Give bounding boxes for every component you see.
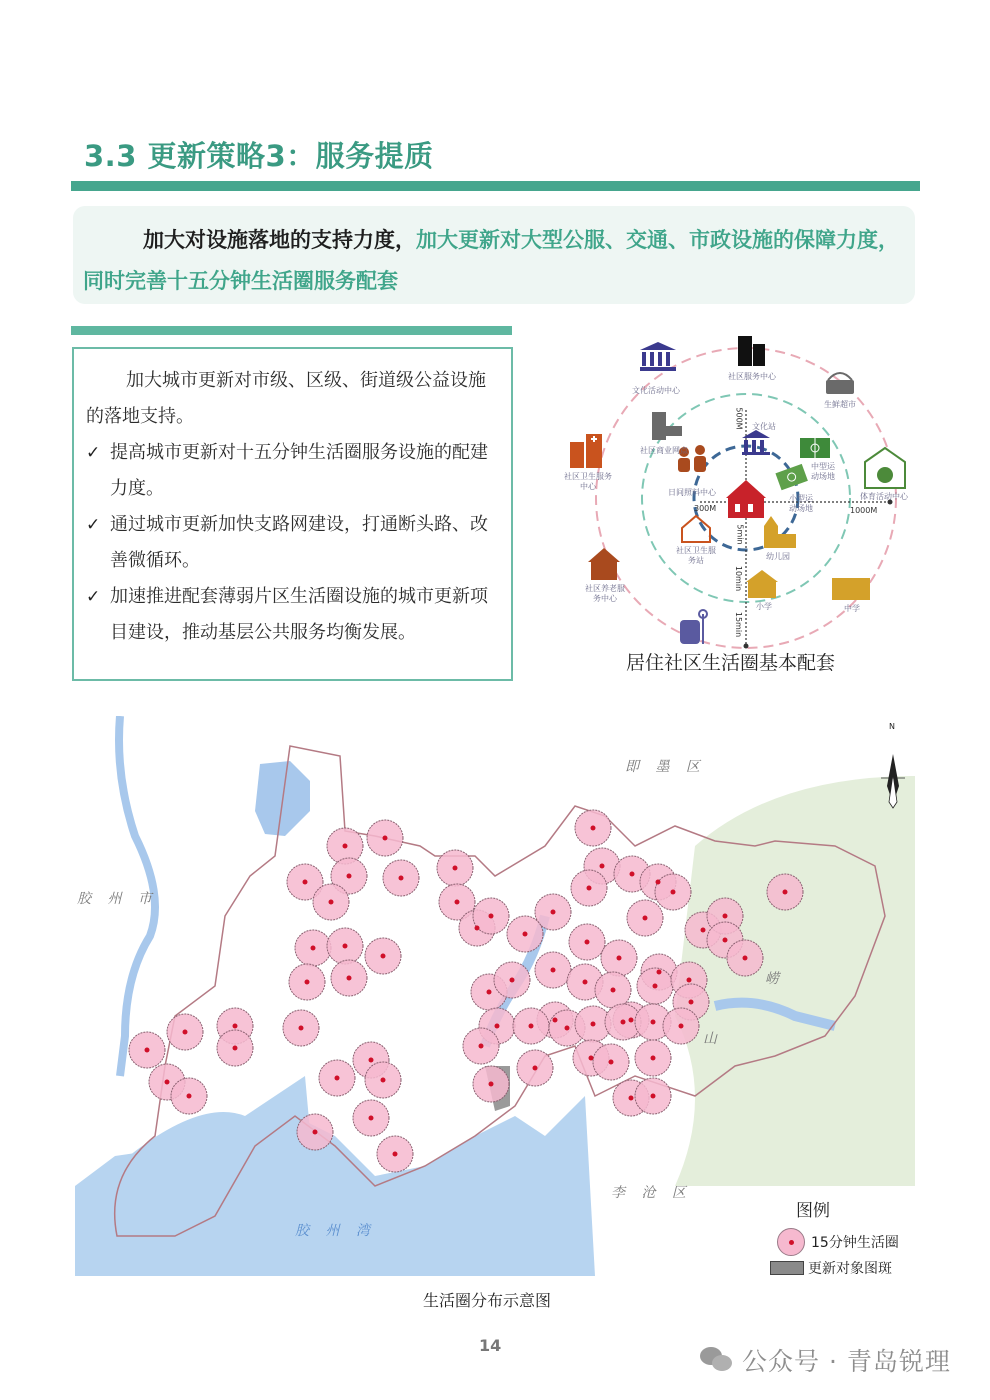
map-caption: 生活圈分布示意图 <box>423 1291 552 1310</box>
lead-statement-box <box>73 206 915 304</box>
policy-bullet <box>86 579 499 651</box>
time-5min: 5min <box>735 524 745 545</box>
policy-text-box <box>72 347 513 681</box>
label-primary-school: 小学 <box>756 602 772 611</box>
label-mid-sports: 中型运动场地 <box>811 462 835 481</box>
label-day-care: 日间照料中心 <box>668 488 716 497</box>
distance-1000m: 1000M <box>850 506 878 515</box>
label-culture-center: 文化活动中心 <box>632 386 680 395</box>
bullet-text: 加速推进配套薄弱片区生活圈设施的城市更新项目建设，推动基层公共服务均衡发展。 <box>110 586 488 643</box>
watermark <box>700 1342 951 1378</box>
policy-bullet <box>86 435 499 507</box>
label-community-service-center: 社区服务中心 <box>728 372 776 381</box>
life-circle-symbol-icon <box>777 1228 805 1256</box>
check-icon: ✓ <box>86 587 101 607</box>
label-culture-station: 文化站 <box>752 422 776 431</box>
map-legend <box>770 1196 915 1276</box>
policy-bullet <box>86 507 499 579</box>
basket-icon <box>826 373 854 394</box>
lead-statement <box>83 220 903 302</box>
culture-center-icon <box>640 342 676 371</box>
renewal-patch-symbol-icon <box>770 1261 804 1275</box>
legend-item-life-circle <box>770 1231 915 1253</box>
label-jimo-district: 即 墨 区 <box>625 759 706 775</box>
map-base <box>75 716 915 1276</box>
life-circle-map <box>75 716 915 1276</box>
label-commercial-outlet: 社区商业网点 <box>640 446 688 455</box>
label-small-sports: 小型运动场地 <box>789 494 813 513</box>
community-service-center-icon <box>738 336 765 366</box>
north-label: N <box>889 722 895 731</box>
home-icon <box>726 480 766 518</box>
page-number: 14 <box>479 1336 502 1355</box>
primary-school-icon <box>746 570 778 598</box>
label-licang-district: 李 沧 区 <box>611 1185 692 1201</box>
policy-intro: 加大城市更新对市级、区级、街道级公益设施的落地支持。 <box>86 370 486 427</box>
bus-stop-icon <box>680 610 707 644</box>
time-15min: 15min <box>734 611 744 638</box>
label-kindergarten: 幼儿园 <box>766 552 790 561</box>
legend-title: 图例 <box>796 1201 830 1221</box>
life-circle-diagram <box>560 330 930 680</box>
legend-item-renewal-patch <box>770 1257 915 1276</box>
label-elderly-center: 社区养老服务中心 <box>585 584 625 603</box>
legend-label: 15分钟生活圈 <box>811 1235 899 1251</box>
bullet-text: 提高城市更新对十五分钟生活圈服务设施的配建力度。 <box>110 442 488 499</box>
diagram-caption: 居住社区生活圈基本配套 <box>626 652 836 674</box>
watermark-text: 公众号 · 青岛锐理 <box>742 1347 951 1376</box>
commercial-outlet-icon <box>652 412 682 440</box>
title-divider <box>71 181 920 191</box>
legend-label: 更新对象图斑 <box>808 1261 892 1276</box>
label-health-station: 社区卫生服务站 <box>676 546 716 565</box>
time-10min: 10min <box>734 565 744 592</box>
small-sports-field-icon <box>775 464 807 490</box>
label-sports-center: 体育活动中心 <box>860 492 908 501</box>
label-middle-school: 中学 <box>844 604 860 613</box>
lead-bold-text: 加大对设施落地的支持力度， <box>143 228 416 252</box>
distance-500m: 500M <box>734 407 744 430</box>
label-fresh-market: 生鲜超市 <box>824 400 856 409</box>
elderly-center-icon <box>588 548 620 580</box>
label-laoshan-1: 崂 <box>765 971 785 987</box>
wechat-icon <box>700 1345 734 1375</box>
label-laoshan-2: 山 <box>703 1031 723 1047</box>
section-divider <box>71 326 512 335</box>
lead-green-text: 加大更新对大型公服、交通、市政设施的保障力度，同时完善十五分钟生活圈服务配套 <box>83 228 899 293</box>
check-icon: ✓ <box>86 515 101 535</box>
distance-300m: 300M <box>694 504 717 513</box>
mid-sports-field-icon <box>800 438 830 458</box>
bullet-text: 通过城市更新加快支路网建设，打通断头路、改善微循环。 <box>110 514 488 571</box>
label-jiaozhou-bay: 胶 州 湾 <box>295 1223 376 1239</box>
label-jiaozhou-city: 胶 州 市 <box>77 891 158 907</box>
check-icon: ✓ <box>86 443 101 463</box>
page-title: 3.3 更新策略3：服务提质 <box>84 139 434 173</box>
sports-center-icon <box>865 448 905 488</box>
middle-school-icon <box>832 578 870 600</box>
health-center-icon <box>570 434 602 468</box>
label-health-center: 社区卫生服务中心 <box>564 472 612 491</box>
